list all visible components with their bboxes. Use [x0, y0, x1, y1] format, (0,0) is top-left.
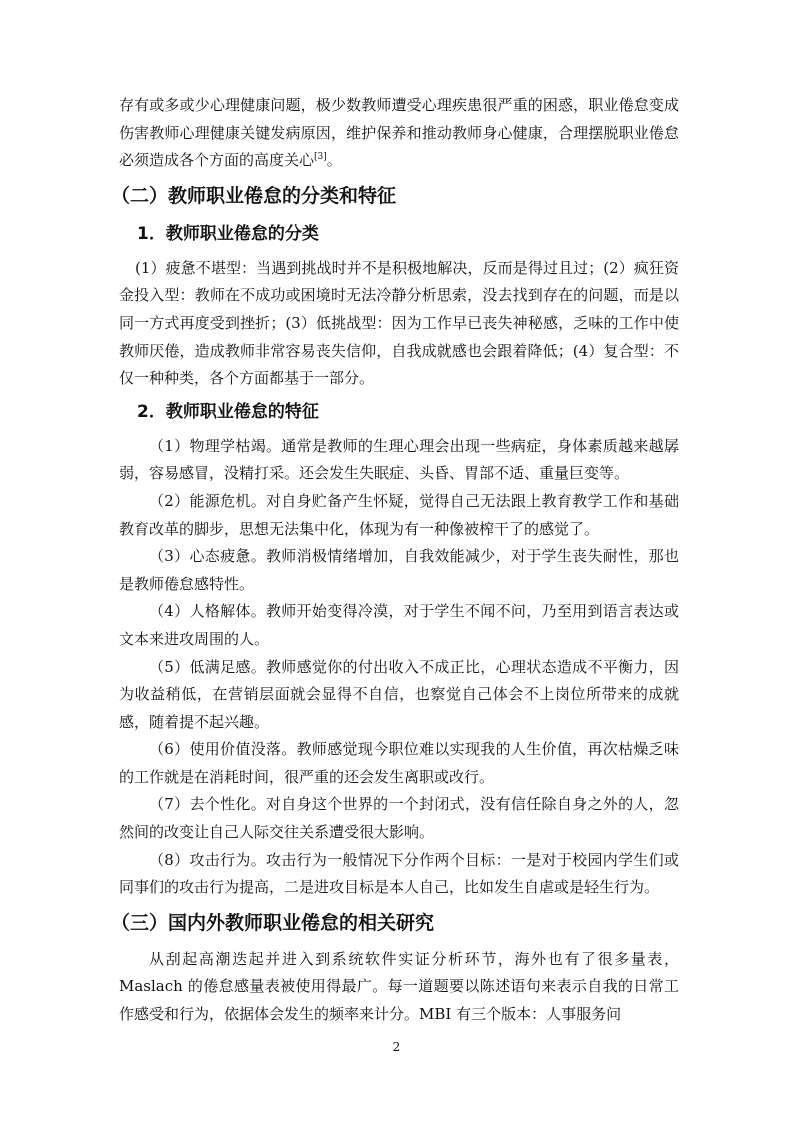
intro-tail: 。 [326, 151, 342, 170]
research-paragraph: 从刮起高潮迭起并进入到系统软件实证分析环节，海外也有了很多量表，Maslach 的倦怠感量表被使用得最广。每一道题要以陈述语句来表示自我的日常工作感受和行为，依据体会发生的频率来计分。MBI 有三个版本：人事服务问 [119, 949, 679, 1024]
subsection-characteristics-heading: 2．教师职业倦怠的特征 [137, 401, 319, 422]
characteristic-item: （3）心态疲惫。教师消极情绪增加，自我效能减少，对于学生丧失耐性，那也是教师倦怠感特性。 [119, 547, 679, 593]
characteristic-item: （1）物理学枯竭。通常是教师的生理心理会出现一些病症，身体素质越来越孱弱，容易感冒，没精打采。还会发生失眠症、头昏、胃部不适、重量巨变等。 [119, 436, 679, 483]
characteristic-item: （7）去个性化。对自身这个世界的一个封闭式，没有信任除自身之外的人，忽然间的改变让自己人际交往关系遭受很大影响。 [119, 795, 679, 842]
section-2-heading: （二）教师职业倦怠的分类和特征 [111, 184, 397, 207]
classification-paragraph: (1）疲惫不堪型：当遇到挑战时并不是积极地解决，反而是得过且过；(2）疯狂资金投入型：教师在不成功或困境时无法冷静分析思索，没去找到存在的问题，而是以同一方式再度受到挫折；(3）低挑战型：因为工作早已丧失神秘感，乏味的工作中使教师厌倦，造成教师非常容易丧失信仰，自我成就感也会跟着降低；(4）复合型：不仅一种种类，各个方面都基于一部分。 [119, 258, 679, 388]
subsection-classification-heading: 1．教师职业倦怠的分类 [137, 223, 319, 244]
intro-text: 存有或多或少心理健康问题，极少数教师遭受心理疾患很严重的困惑，职业倦怠变成伤害教师心理健康关键发病原因，维护保养和推动教师身心健康，合理摆脱职业倦怠必须造成各个方面的高度关心 [119, 96, 679, 170]
characteristic-item: （8）攻击行为。攻击行为一般情况下分作两个目标：一是对于校园内学生们或同事们的攻击行为提高，二是进攻目标是本人自己，比如发生自虐或是轻生行为。 [119, 850, 679, 897]
intro-paragraph [119, 92, 679, 175]
page-number: 2 [392, 1040, 401, 1054]
section-3-heading: （三）国内外教师职业倦怠的相关研究 [111, 911, 435, 934]
citation-ref: [3] [314, 152, 327, 163]
characteristic-item: （2）能源危机。对自身贮备产生怀疑，觉得自己无法跟上教育教学工作和基础教育改革的脚步，思想无法集中化，体现为有一种像被榨干了的感觉了。 [119, 491, 679, 538]
characteristic-item: （4）人格解体。教师开始变得冷漠，对于学生不闻不问，乃至用到语言表达或文本来进攻周围的人。 [119, 602, 679, 648]
characteristic-item: （5）低满足感。教师感觉你的付出收入不成正比，心理状态造成不平衡力，因为收益稍低，在营销层面就会显得不自信，也察觉自己体会不上岗位所带来的成就感，随着提不起兴趣。 [119, 657, 679, 731]
page-content [111, 92, 679, 1029]
characteristic-item: （6）使用价值没落。教师感觉现今职位难以实现我的人生价值，再次枯燥乏味的工作就是在消耗时间，很严重的还会发生离职或改行。 [119, 740, 679, 786]
